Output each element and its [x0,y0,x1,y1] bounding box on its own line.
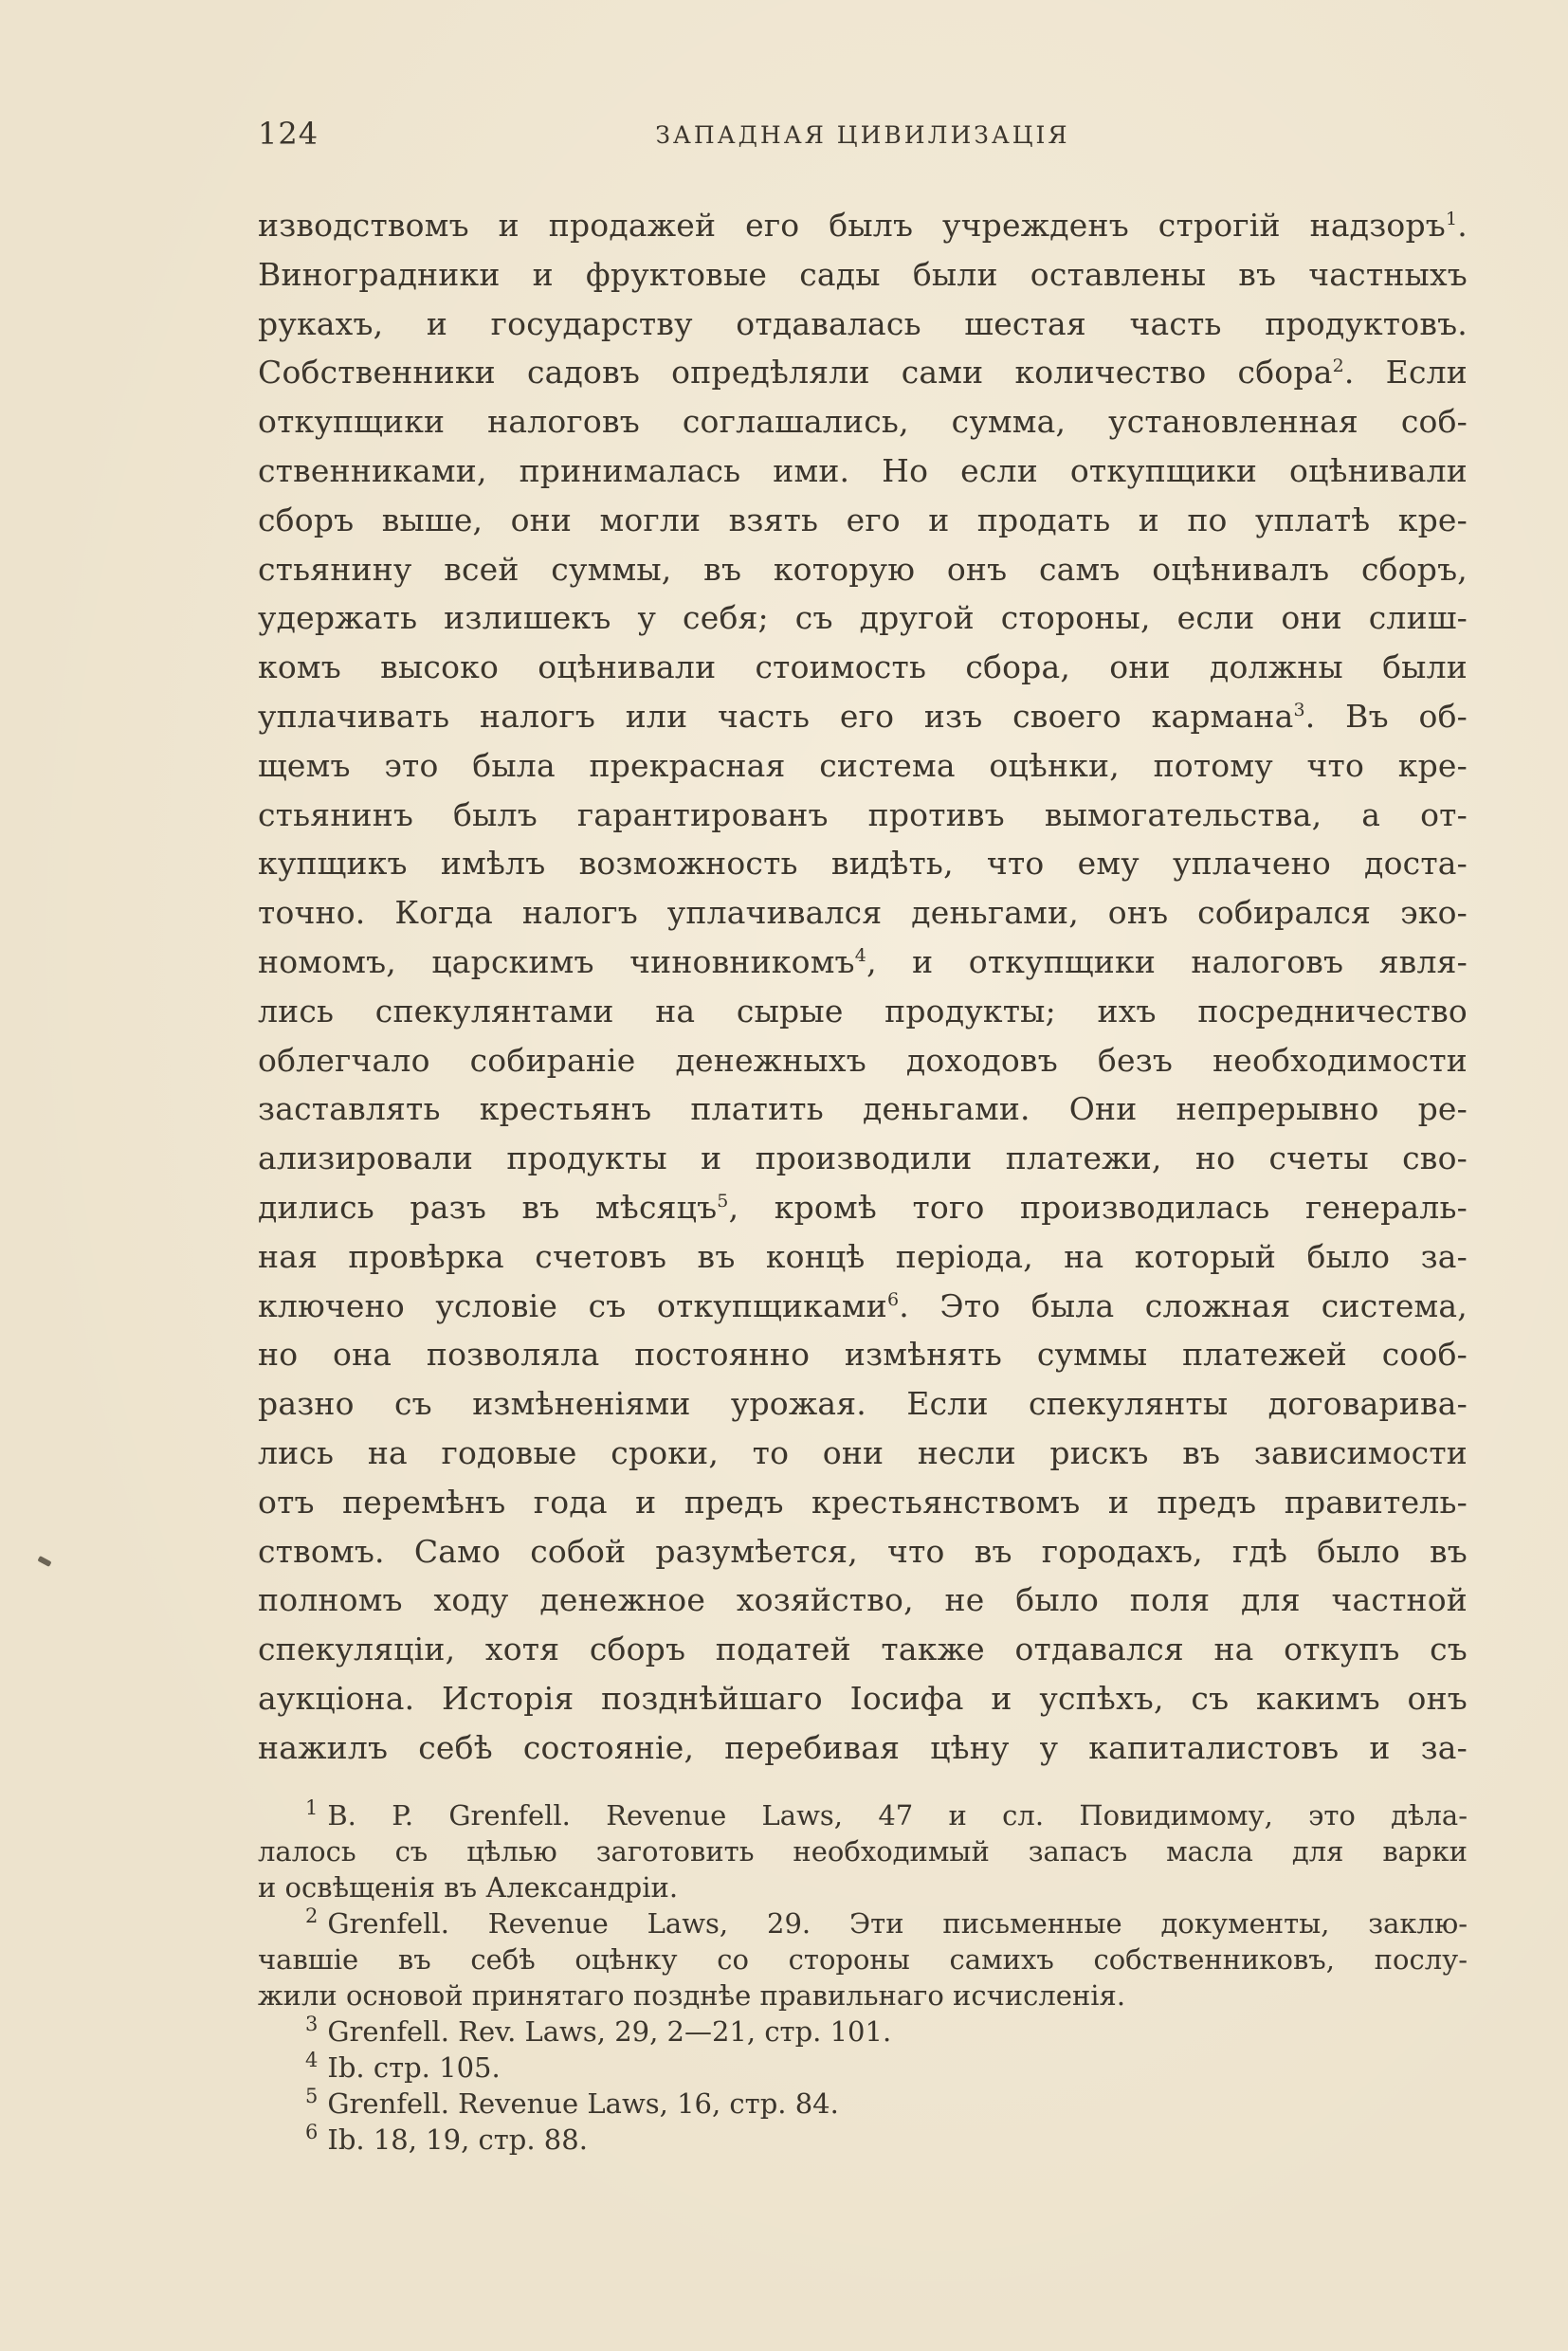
text-line: дились разъ въ мѣсяцъ$^5$, кромѣ того производилась генераль- [258,1188,1468,1226]
footnote-ref: 6 [886,1288,900,1310]
text-line: щемъ это была прекрасная система оцѣнки, потому что кре- [258,746,1468,784]
running-head [258,116,1468,161]
footnote-ref: 4 [854,944,867,966]
text-line: купщикъ имѣлъ возможность видѣть, что ему уплачено доста- [258,845,1468,883]
footnote-6: $^6$ Ib. 18, 19, стр. 88. [305,2122,588,2156]
text-line: комъ высоко оцѣнивали стоимость сбора, они должны были [258,648,1468,686]
text-line: аукціона. Исторія позднѣйшаго Іосифа и успѣхъ, съ какимъ онъ [258,1679,1468,1717]
footnote-1-cont: и освѣщенія въ Александріи. [258,1871,679,1904]
text-line: заставлять крестьянъ платить деньгами. Они непрерывно ре- [258,1090,1468,1128]
footnote-1-cont: лалось съ цѣлью заготовить необходимый запасъ масла для варки [258,1835,1468,1868]
text-line: уплачивать налогъ или часть его изъ своего кармана$^3$. Въ об- [258,697,1468,735]
footnote-3: $^3$ Grenfell. Rev. Laws, 29, 2—21, стр. 101. [305,2014,892,2048]
text-line: Собственники садовъ опредѣляли сами количество сбора$^2$. Если [258,354,1468,392]
text-line: разно съ измѣненіями урожая. Если спекулянты договарива- [258,1385,1468,1423]
text-line: облегчало собираніе денежныхъ доходовъ безъ необходимости [258,1041,1468,1079]
text-line: стьянинъ былъ гарантированъ противъ вымогательства, а от- [258,795,1468,833]
text-line: Виноградники и фруктовые сады были оставлены въ частныхъ [258,255,1468,293]
text-line: лись на годовые сроки, то они несли рискъ въ зависимости [258,1433,1468,1471]
main-text [258,201,1468,1773]
footnote-1: $^1$ B. P. Grenfell. Revenue Laws, 47 и сл. Повидимому, это дѣла- [305,1797,1468,1832]
text-line: номомъ, царскимъ чиновникомъ$^4$, и откупщики налоговъ явля- [258,942,1468,980]
text-line: спекуляціи, хотя сборъ податей также отдавался на откупъ съ [258,1631,1468,1668]
text-line: ключено условіе съ откупщиками$^6$. Это была сложная система, [258,1286,1468,1324]
text-line: стьянину всей суммы, въ которую онъ самъ оцѣнивалъ сборъ, [258,550,1468,588]
text-line: ственниками, принималась ими. Но если откупщики оцѣнивали [258,451,1468,489]
footnotes [258,1797,1468,2158]
text-line: лись спекулянтами на сырые продукты; ихъ посредничество [258,992,1468,1030]
footnote-ref: 1 [1446,209,1458,229]
text-line: ствомъ. Само собой разумѣется, что въ городахъ, гдѣ было въ [258,1532,1468,1570]
footnote-2: $^2$ Grenfell. Revenue Laws, 29. Эти письменные документы, заклю- [305,1905,1468,1940]
page-number: 124 [258,116,319,152]
text-line: рукахъ, и государству отдавалась шестая часть продуктовъ. [258,304,1468,342]
text-line: отъ перемѣнъ года и предъ крестьянствомъ и предъ правитель- [258,1483,1468,1521]
footnote-5: $^5$ Grenfell. Revenue Laws, 16, стр. 84. [305,2086,839,2120]
footnote-ref: 2 [1332,355,1344,377]
text-line: полномъ ходу денежное хозяйство, не было поля для частной [258,1581,1468,1619]
text-line: откупщики налоговъ соглашались, сумма, установленная соб- [258,403,1468,441]
footnote-ref: 5 [717,1190,729,1212]
text-line: ная провѣрка счетовъ въ концѣ періода, на который было за- [258,1237,1468,1275]
text-line: ализировали продукты и производили платежи, но счеты сво- [258,1139,1468,1177]
text-line: но она позволяла постоянно измѣнять суммы платежей сооб- [258,1336,1468,1374]
text-line: нажилъ себѣ состояніе, перебивая цѣну у капиталистовъ и за- [258,1728,1468,1766]
footnote-2-cont: жили основой принятаго позднѣе правильнаго исчисленія. [258,1979,1126,2012]
margin-ink-mark [37,1556,51,1567]
running-title: ЗАПАДНАЯ ЦИВИЛИЗАЦІЯ [655,121,1070,149]
text-line: изводствомъ и продажей его былъ учрежденъ строгій надзоръ$^1$. [258,207,1468,244]
footnote-ref: 3 [1293,699,1305,720]
text-line: удержать излишекъ у себя; съ другой стороны, если они слиш- [258,599,1468,637]
text-line: точно. Когда налогъ уплачивался деньгами, онъ собирался эко- [258,894,1468,932]
text-line: сборъ выше, они могли взять его и продать и по уплатѣ кре- [258,501,1468,538]
footnote-2-cont: чавшіе въ себѣ оцѣнку со стороны самихъ собственниковъ, послу- [258,1943,1468,1976]
footnote-4: $^4$ Ib. стр. 105. [305,2050,501,2084]
